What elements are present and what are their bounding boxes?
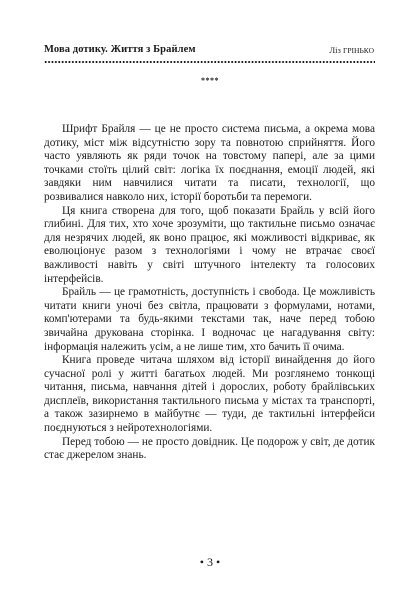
paragraph: Шрифт Брайля — це не просто система письма, а окрема мова дотику, міст між відсутністю зору та повнотою сприйняття. Його часто уявляють як ряди точок на товстому папері, але за цими точками стоїть цілий світ: логіка їх поєднання, емоції людей, які завдяки ним навчилися читати та писати, технології, що розвивалися навколо них, історії боротьби та перемоги. [44, 123, 375, 203]
author-last-name: ГРІНЬКО [343, 46, 374, 55]
running-header [44, 44, 374, 58]
author-name [329, 45, 374, 55]
paragraph: Брайль — це грамотність, доступність і свобода. Це можливість читати книги уночі без світла, працювати з формулами, нотами, комп'ютерами та будь-якими текстами так, наче перед тобою звичайна друкована сторінка. І водночас це нагадування світу: інформація належить усім, а не лише тим, хто бачить її очима. [44, 286, 375, 353]
author-first-name: Ліз [329, 45, 341, 55]
book-title: Мова дотику. Життя з Брайлем [44, 44, 196, 55]
body-text [44, 123, 375, 463]
page-number: • 3 • [199, 555, 221, 569]
dotted-rule [44, 61, 375, 63]
paragraph: Ця книга створена для того, щоб показати Брайль у всій його глибині. Для тих, хто хоче зрозуміти, що тактильне письмо означає для незрячих людей, як воно працює, які можливості відкриває, як еволюціонує разом з технологіями і чому не втрачає своєї важливості навіть у світі штучного інтелекту та голосових інтерфейсів. [44, 204, 375, 285]
paragraph: Перед тобою — не просто довідник. Це подорож у світ, де дотик стає джерелом знань. [44, 435, 375, 462]
paragraph: Книга проведе читача шляхом від історії винайдення до його сучасної ролі у житті багатьох людей. Ми розглянемо тонкощі читання, письма, навчання дітей і дорослих, роботу брайлівських дисплеїв, використання тактильного письма у містах та транспорті, а також зазирнемо в майбутнє — туди, де тактильні інтерфейси поєднуються з нейротехнологіями. [44, 354, 375, 435]
section-ornament: **** [201, 76, 219, 85]
